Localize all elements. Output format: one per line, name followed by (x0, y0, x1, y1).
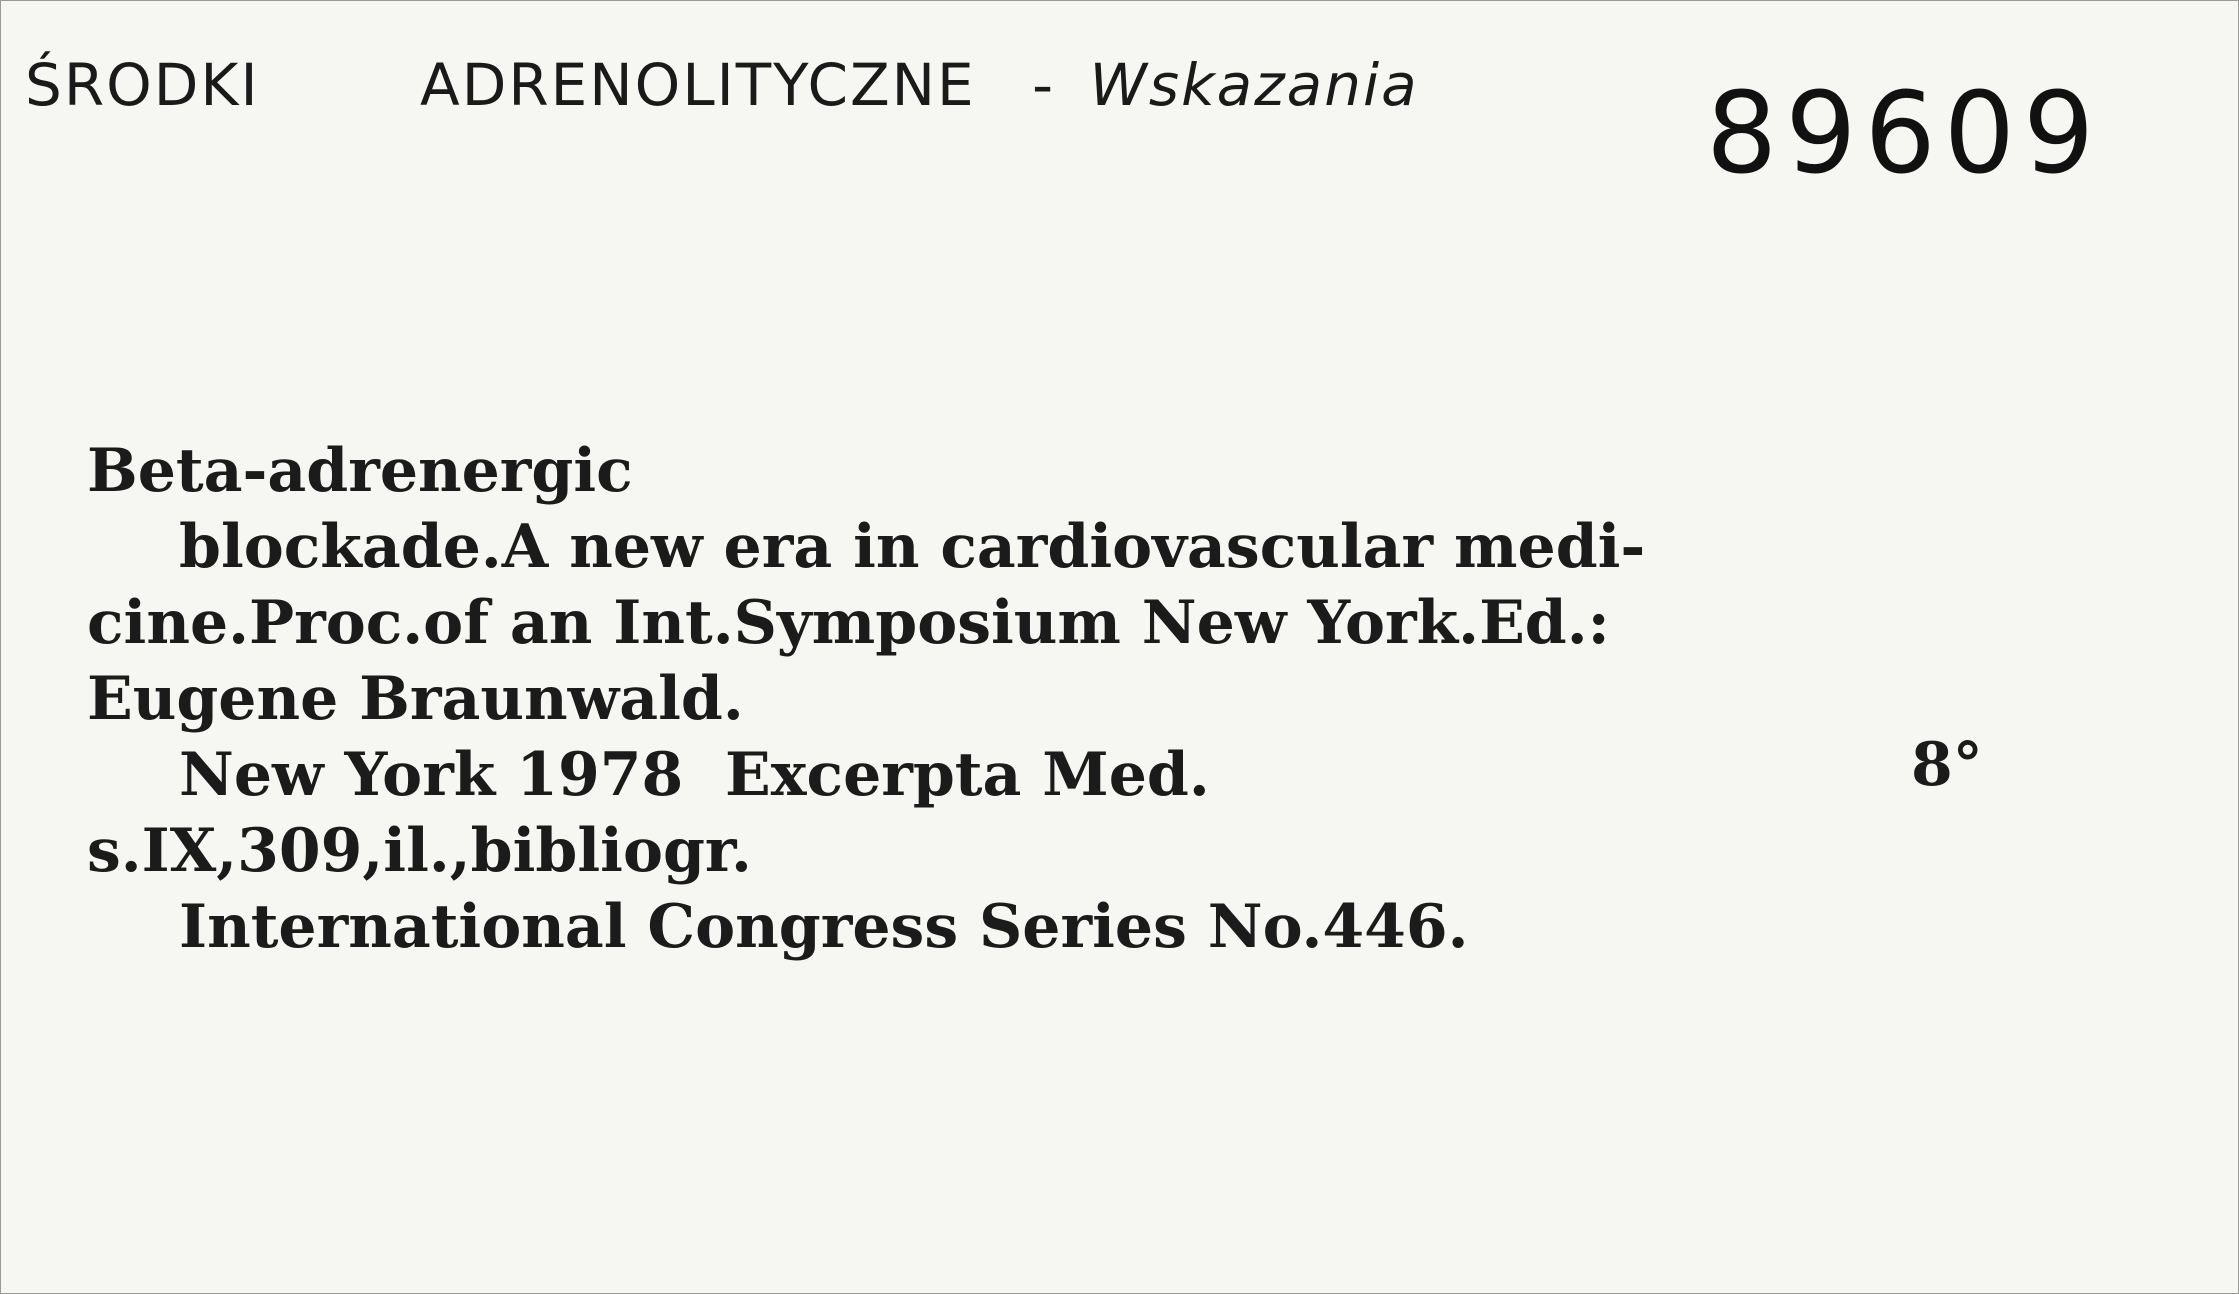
heading-subject: ŚRODKI (25, 51, 260, 119)
entry-line-collation: s.IX,309,il.,bibliogr. (87, 816, 752, 886)
entry-line-imprint: New York 1978 Excerpta Med. (179, 740, 1210, 810)
entry-line-proceedings: cine.Proc.of an Int.Symposium New York.Ed.: (87, 588, 1610, 658)
heading-qualifier: Wskazania (1089, 51, 1419, 119)
entry-line-title-cont: blockade.A new era in cardiovascular medi- (179, 512, 1646, 582)
entry-line-series: International Congress Series No.446. (179, 892, 1469, 962)
heading-topic: ADRENOLITYCZNE (420, 51, 976, 119)
entry-line-title-start: Beta-adrenergic (87, 436, 633, 506)
entry-imprint-row (87, 730, 1983, 813)
entry-line-editor: Eugene Braunwald. (87, 664, 744, 734)
heading-separator: - (1032, 51, 1056, 119)
call-number: 89609 (1706, 69, 2103, 199)
subject-heading (25, 51, 1419, 119)
bibliographic-entry (87, 433, 1983, 965)
entry-format: 8° (1911, 730, 1983, 800)
